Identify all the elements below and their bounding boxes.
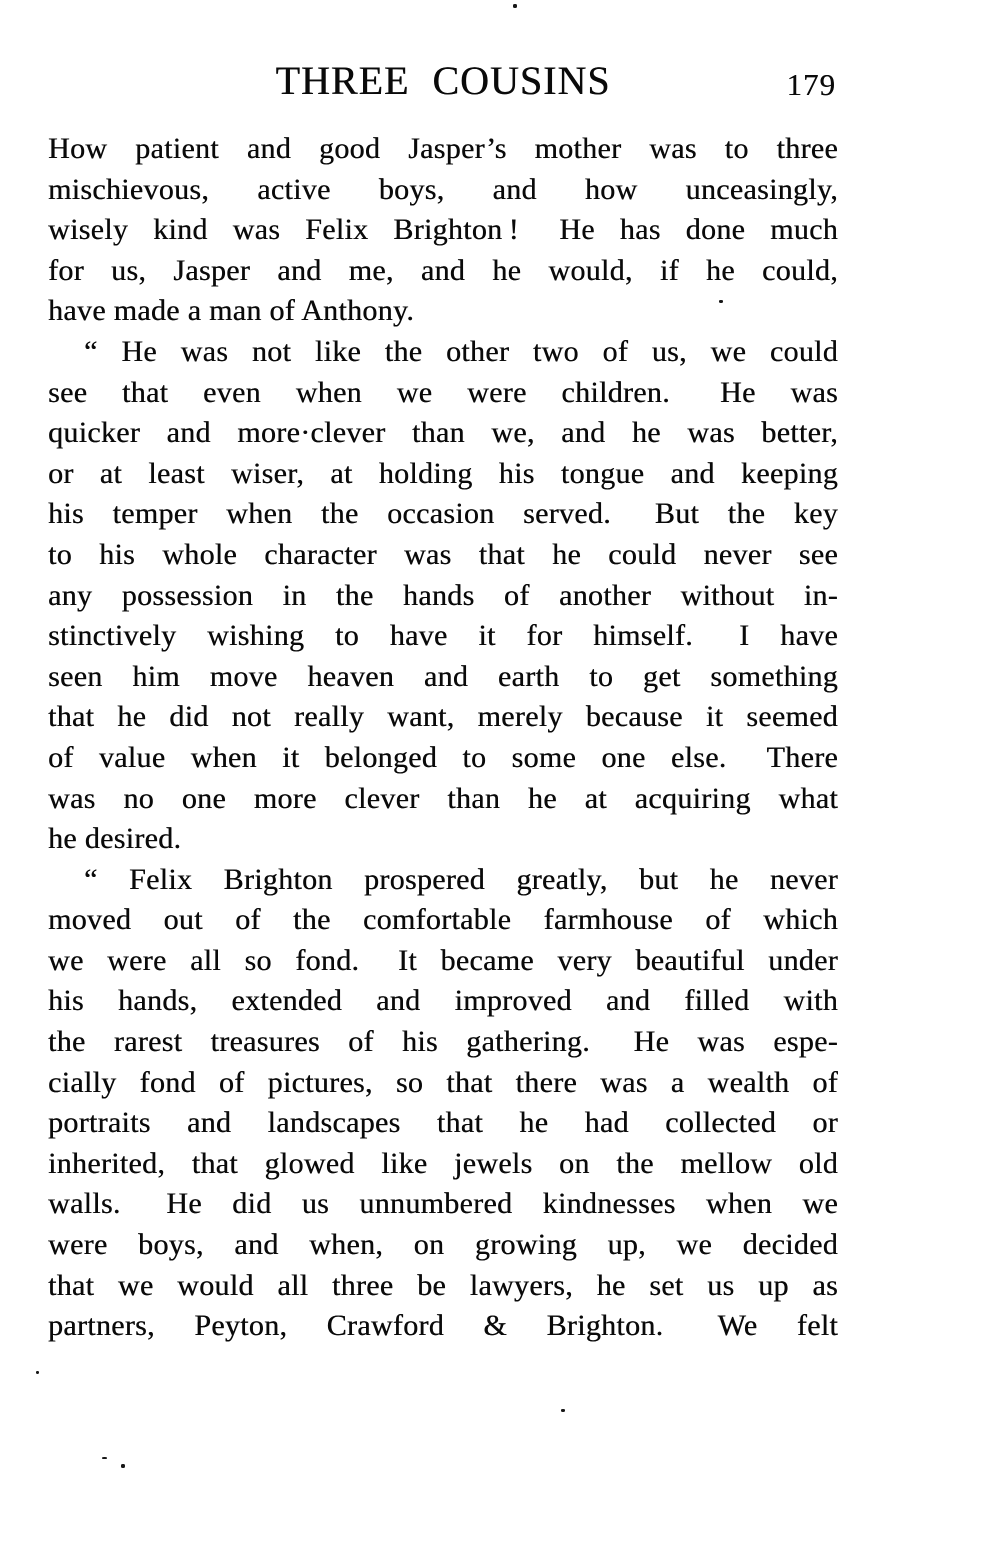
text-line: he desired. (48, 822, 182, 856)
text-line: cially fond of pictures, so that there was a wealth of (48, 1065, 838, 1099)
text-line: have made a man of Anthony. (48, 294, 415, 328)
text-line: moved out of the comfortable farmhouse of which (48, 903, 838, 937)
text-line: “ Felix Brighton prospered greatly, but he never (84, 862, 838, 896)
scan-speck (36, 1371, 39, 1374)
text-line: “ He was not like the other two of us, we could (84, 334, 838, 368)
text-line: or at least wiser, at holding his tongue and keeping (48, 456, 838, 490)
scan-speck (561, 1409, 565, 1412)
paragraph-3 (48, 860, 838, 1347)
text-line: was no one more clever than he at acquiring what (48, 781, 838, 815)
text-line: any possession in the hands of another without in- (48, 578, 838, 612)
text-line: we were all so fond. It became very beautiful under (48, 943, 838, 977)
running-head: THREE COUSINS (275, 58, 611, 103)
text-line: walls. He did us unnumbered kindnesses when we (48, 1187, 838, 1221)
scan-speck (719, 300, 723, 303)
paragraph-2 (48, 332, 838, 860)
text-line: see that even when we were children. He was (48, 375, 838, 409)
text-line: inherited, that glowed like jewels on the mellow old (48, 1146, 838, 1180)
scan-speck (513, 4, 517, 8)
text-line: quicker and more·clever than we, and he was better, (48, 416, 838, 450)
page-header (48, 58, 838, 104)
scan-speck (121, 1464, 125, 1468)
text-line: that we would all three be lawyers, he set us up as (48, 1268, 838, 1302)
text-line: of value when it belonged to some one else. There (48, 740, 838, 774)
page-number: 179 (786, 67, 836, 102)
scan-speck (102, 1457, 107, 1459)
text-line: mischievous, active boys, and how unceasingly, (48, 172, 838, 206)
text-line: portraits and landscapes that he had collected or (48, 1106, 838, 1140)
text-line: How patient and good Jasper’s mother was to three (48, 132, 838, 165)
text-line: to his whole character was that he could never see (48, 537, 838, 571)
body-text (48, 129, 838, 1347)
text-line: partners, Peyton, Crawford & Brighton. We felt (48, 1309, 838, 1343)
text-line: stinctively wishing to have it for himself. I have (48, 619, 838, 653)
text-line: his temper when the occasion served. But the key (48, 497, 838, 531)
text-line: his hands, extended and improved and filled with (48, 984, 838, 1018)
text-line: the rarest treasures of his gathering. He was espe- (48, 1025, 838, 1059)
text-line: that he did not really want, merely because it seemed (48, 700, 838, 734)
text-line: were boys, and when, on growing up, we decided (48, 1228, 838, 1262)
text-line: for us, Jasper and me, and he would, if he could, (48, 253, 838, 287)
text-line: wisely kind was Felix Brighton ! He has done much (48, 213, 838, 247)
text-line: seen him move heaven and earth to get something (48, 659, 838, 693)
